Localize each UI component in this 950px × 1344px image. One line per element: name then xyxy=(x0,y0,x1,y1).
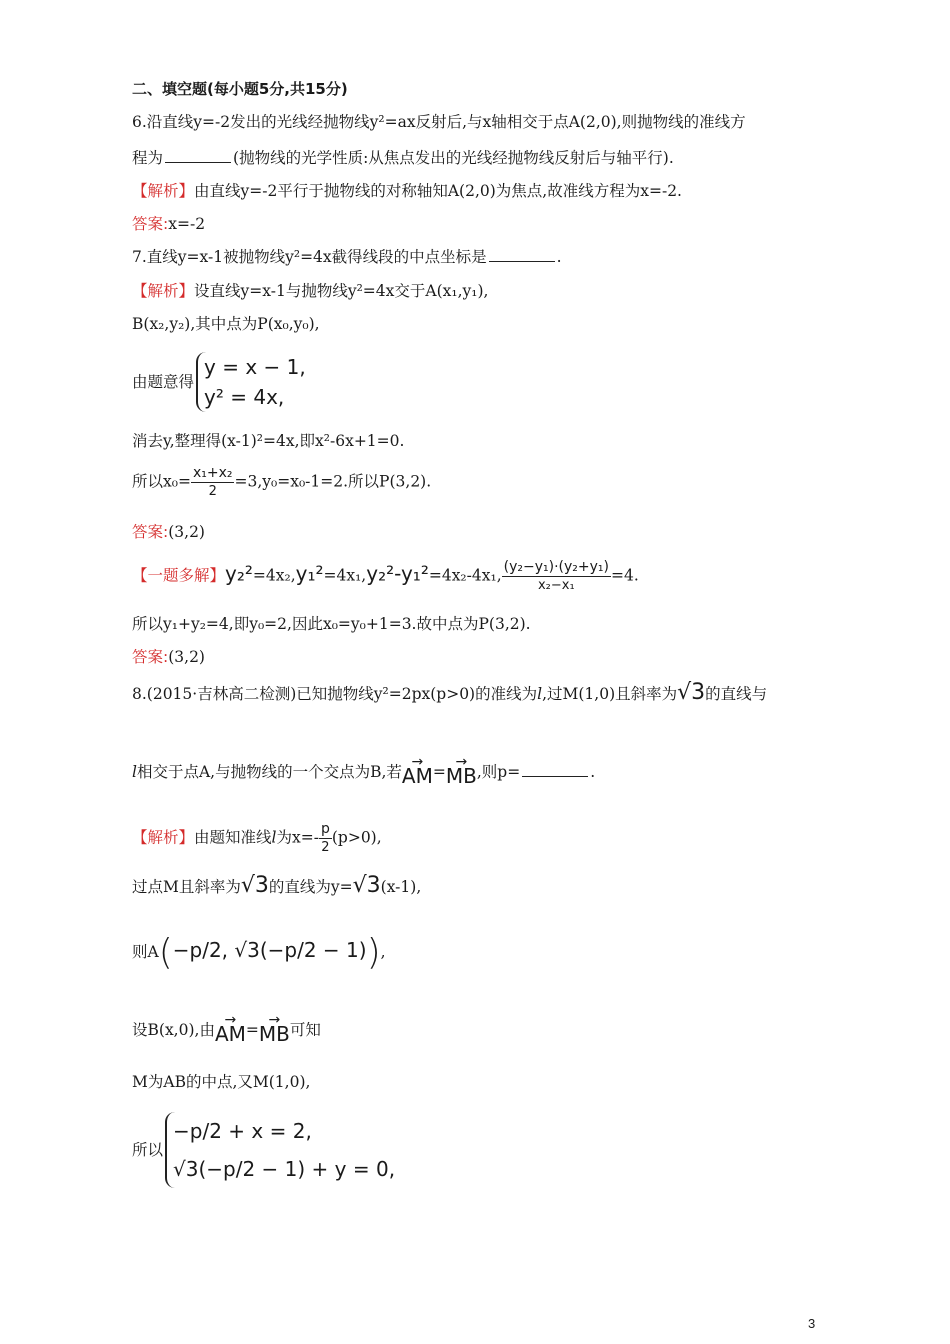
q7-multi-fraction xyxy=(502,558,611,595)
q7-multi-eq2: =4x₁, xyxy=(323,566,367,585)
q8-an2c: (x-1), xyxy=(380,878,422,896)
q8-an1b: 为x=- xyxy=(276,828,319,847)
q7-text-end: . xyxy=(556,248,562,266)
q7-equation-system xyxy=(196,352,306,412)
q7-answer2-value: (3,2) xyxy=(168,648,205,666)
q8-two: 2 xyxy=(321,840,330,855)
q8-an2a: 过点M且斜率为 xyxy=(132,878,241,896)
q7-answer-value: (3,2) xyxy=(168,523,205,541)
q7-fraction xyxy=(191,464,235,501)
q7-system-label: 由题意得 xyxy=(132,373,195,391)
q8-eq: = xyxy=(432,763,446,781)
q8-system-label: 所以 xyxy=(132,1141,164,1159)
q8-text2c: . xyxy=(590,763,596,781)
q7-answer xyxy=(132,522,205,542)
q7-multi-eq3: =4x₂-4x₁, xyxy=(428,566,502,585)
answer-label: 答案: xyxy=(132,215,169,233)
q7-so-line xyxy=(132,464,431,501)
q7-so-suffix: =3,y₀=x₀-1=2.所以P(3,2). xyxy=(234,472,432,491)
q6-answer xyxy=(132,214,205,234)
vector-mb: → MB xyxy=(446,766,477,786)
q8-analysis-line2 xyxy=(132,873,422,898)
q8-equation-1: −p/2 + x = 2, xyxy=(173,1119,312,1143)
q8-an4b: 可知 xyxy=(289,1021,321,1039)
q7-equation-2: y² = 4x, xyxy=(204,385,285,409)
section-heading: 二、填空题(每小题5分,共15分) xyxy=(132,80,348,98)
q8-p: p xyxy=(320,821,330,837)
q7-multi-solution xyxy=(132,558,639,595)
q7-multi-y2sq: y₂² xyxy=(225,561,253,586)
q7-multi-eq1: =4x₂, xyxy=(252,566,296,585)
analysis-label: 【解析】 xyxy=(132,282,195,300)
q8-text2a: 相交于点A,与抛物线的一个交点为B,若 xyxy=(136,763,402,781)
q8-an2b: 的直线为y= xyxy=(268,878,353,896)
q8-an3b: , xyxy=(380,943,386,961)
vector-mb: → MB xyxy=(259,1024,290,1044)
q8-p-over-2 xyxy=(319,820,332,857)
vector-am: → AM xyxy=(215,1024,246,1044)
analysis-label: 【解析】 xyxy=(132,828,195,847)
q7-equation-1: y = x − 1, xyxy=(204,355,306,379)
q7-blank xyxy=(489,247,555,262)
q7-text xyxy=(132,247,562,267)
q8-l: l xyxy=(537,685,543,703)
q7-answer2 xyxy=(132,647,205,667)
q7-multi-num: (y₂−y₁)·(y₂+y₁) xyxy=(503,559,609,575)
answer-label: 答案: xyxy=(132,648,169,666)
q8-analysis-line1 xyxy=(132,820,382,857)
q7-multi-diff: y₂²-y₁² xyxy=(366,561,429,586)
q7-system xyxy=(132,352,306,412)
q8-equation-system xyxy=(165,1112,395,1188)
q8-system xyxy=(132,1112,395,1188)
q8-text1a: 8.(2015·吉林高二检测)已知抛物线y²=2px(p>0)的准线为 xyxy=(132,685,538,703)
q7-so-prefix: 所以x₀= xyxy=(132,472,191,491)
q7-analysis-line1 xyxy=(132,281,488,301)
q8-an3a: 则A xyxy=(132,943,159,961)
q7-multi-y1sq: y₁² xyxy=(295,561,324,586)
vector-am: → AM xyxy=(402,766,433,786)
q8-sqrt3: √3 xyxy=(240,873,269,898)
q7-frac-den: 2 xyxy=(208,484,217,499)
q8-text1c: 的直线与 xyxy=(705,685,768,703)
q7-multi-eq4: =4. xyxy=(611,566,639,585)
q8-text1b: ,过M(1,0)且斜率为 xyxy=(542,685,678,703)
q8-an1c: (p>0), xyxy=(331,828,382,847)
q8-sqrt3: √3 xyxy=(352,873,381,898)
q8-l: l xyxy=(271,828,277,847)
q8-an4a: 设B(x,0),由 xyxy=(132,1021,215,1039)
q8-an1a: 由题知准线 xyxy=(194,828,272,847)
q8-analysis-line5: M为AB的中点,又M(1,0), xyxy=(132,1073,311,1091)
page-number: 3 xyxy=(808,1316,816,1331)
q8-analysis-line3: 则A(−p/2, √3(−p/2 − 1)), xyxy=(132,932,386,973)
q6-analysis-text: 由直线y=-2平行于抛物线的对称轴知A(2,0)为焦点,故准线方程为x=-2. xyxy=(194,182,682,200)
q7-analysis-line2: B(x₂,y₂),其中点为P(x₀,y₀), xyxy=(132,315,320,333)
q6-blank xyxy=(165,148,231,163)
q8-text-line2 xyxy=(132,762,595,786)
q8-analysis-line4 xyxy=(132,1020,321,1044)
q8-text-line1 xyxy=(132,680,768,705)
q8-equation-2: √3(−p/2 − 1) + y = 0, xyxy=(173,1157,396,1181)
answer-label: 答案: xyxy=(132,523,169,541)
multi-label: 【一题多解】 xyxy=(132,566,226,585)
q6-text-line2 xyxy=(132,148,674,168)
q6-text-prefix: 程为 xyxy=(132,149,164,167)
q6-text-suffix: (抛物线的光学性质:从焦点发出的光线经抛物线反射后与轴平行). xyxy=(233,149,674,167)
q7-analysis-text1: 设直线y=x-1与抛物线y²=4x交于A(x₁,y₁), xyxy=(194,282,489,300)
q8-eq: = xyxy=(245,1021,259,1039)
q8-point-a-expr: −p/2, √3(−p/2 − 1) xyxy=(172,938,367,962)
q7-text-main: 7.直线y=x-1被抛物线y²=4x截得线段的中点坐标是 xyxy=(132,248,487,266)
q7-multi-den: x₂−x₁ xyxy=(537,578,575,593)
q6-analysis xyxy=(132,181,682,201)
q7-frac-num: x₁+x₂ xyxy=(192,465,233,481)
analysis-label: 【解析】 xyxy=(132,182,195,200)
q6-answer-value: x=-2 xyxy=(168,215,206,233)
q7-conclusion: 所以y₁+y₂=4,即y₀=2,因此x₀=y₀+1=3.故中点为P(3,2). xyxy=(132,615,531,633)
q8-blank xyxy=(522,762,588,777)
q7-eliminate: 消去y,整理得(x-1)²=4x,即x²-6x+1=0. xyxy=(132,432,405,450)
q6-text-line1: 6.沿直线y=-2发出的光线经抛物线y²=ax反射后,与x轴相交于点A(2,0),则抛物线的准线方 xyxy=(132,113,746,131)
q8-l: l xyxy=(132,763,137,781)
q8-text2b: ,则p= xyxy=(476,763,521,781)
q8-sqrt3: √3 xyxy=(677,680,706,705)
